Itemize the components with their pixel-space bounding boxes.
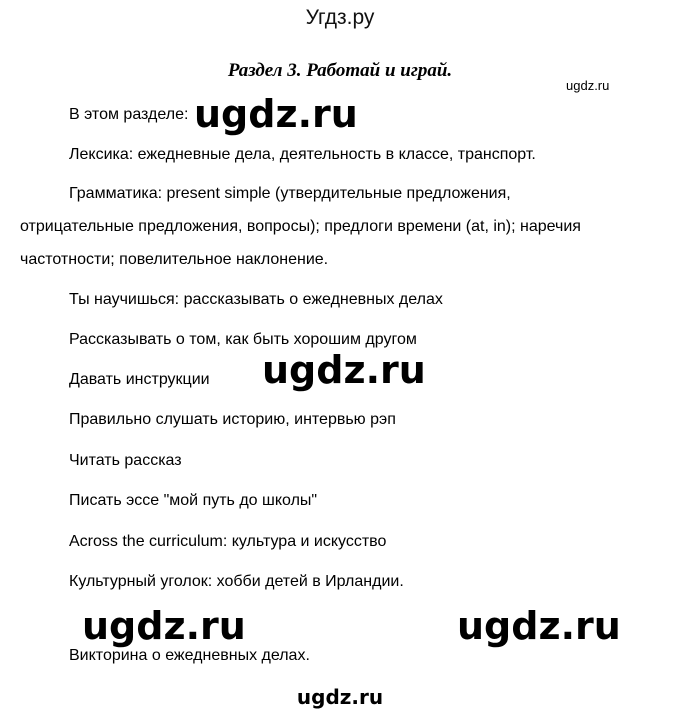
text-line: Читать рассказ xyxy=(69,452,182,469)
text-line: Лексика: ежедневные дела, деятельность в классе, транспорт. xyxy=(69,146,536,163)
text-line: частотности; повелительное наклонение. xyxy=(20,251,329,268)
text-line: В этом разделе: xyxy=(69,106,189,123)
section-title: Раздел 3. Работай и играй. xyxy=(227,60,453,81)
text-line: Культурный уголок: хобби детей в Ирландии. xyxy=(69,573,404,590)
corner-watermark: ugdz.ru xyxy=(566,78,610,93)
watermark-large: ugdz.ru xyxy=(457,604,621,648)
text-line: Викторина о ежедневных делах. xyxy=(69,647,310,664)
text-line: отрицательные предложения, вопросы); предлоги времени (at, in); наречия xyxy=(20,218,581,235)
text-line: Грамматика: present simple (утвердительные предложения, xyxy=(69,185,511,202)
text-line: Правильно слушать историю, интервью рэп xyxy=(69,411,396,428)
text-line: Писать эссе "мой путь до школы" xyxy=(69,492,318,509)
site-title: Угдз.ру xyxy=(305,6,375,29)
watermark-large: ugdz.ru xyxy=(82,604,246,648)
text-line: Давать инструкции xyxy=(69,371,210,388)
watermark-large: ugdz.ru xyxy=(262,348,426,392)
watermark-large: ugdz.ru xyxy=(194,92,358,136)
footer-watermark: ugdz.ru xyxy=(296,685,384,709)
text-line: Across the curriculum: культура и искусство xyxy=(69,533,387,550)
text-line: Ты научишься: рассказывать о ежедневных делах xyxy=(69,291,443,308)
text-line: Рассказывать о том, как быть хорошим другом xyxy=(69,331,417,348)
